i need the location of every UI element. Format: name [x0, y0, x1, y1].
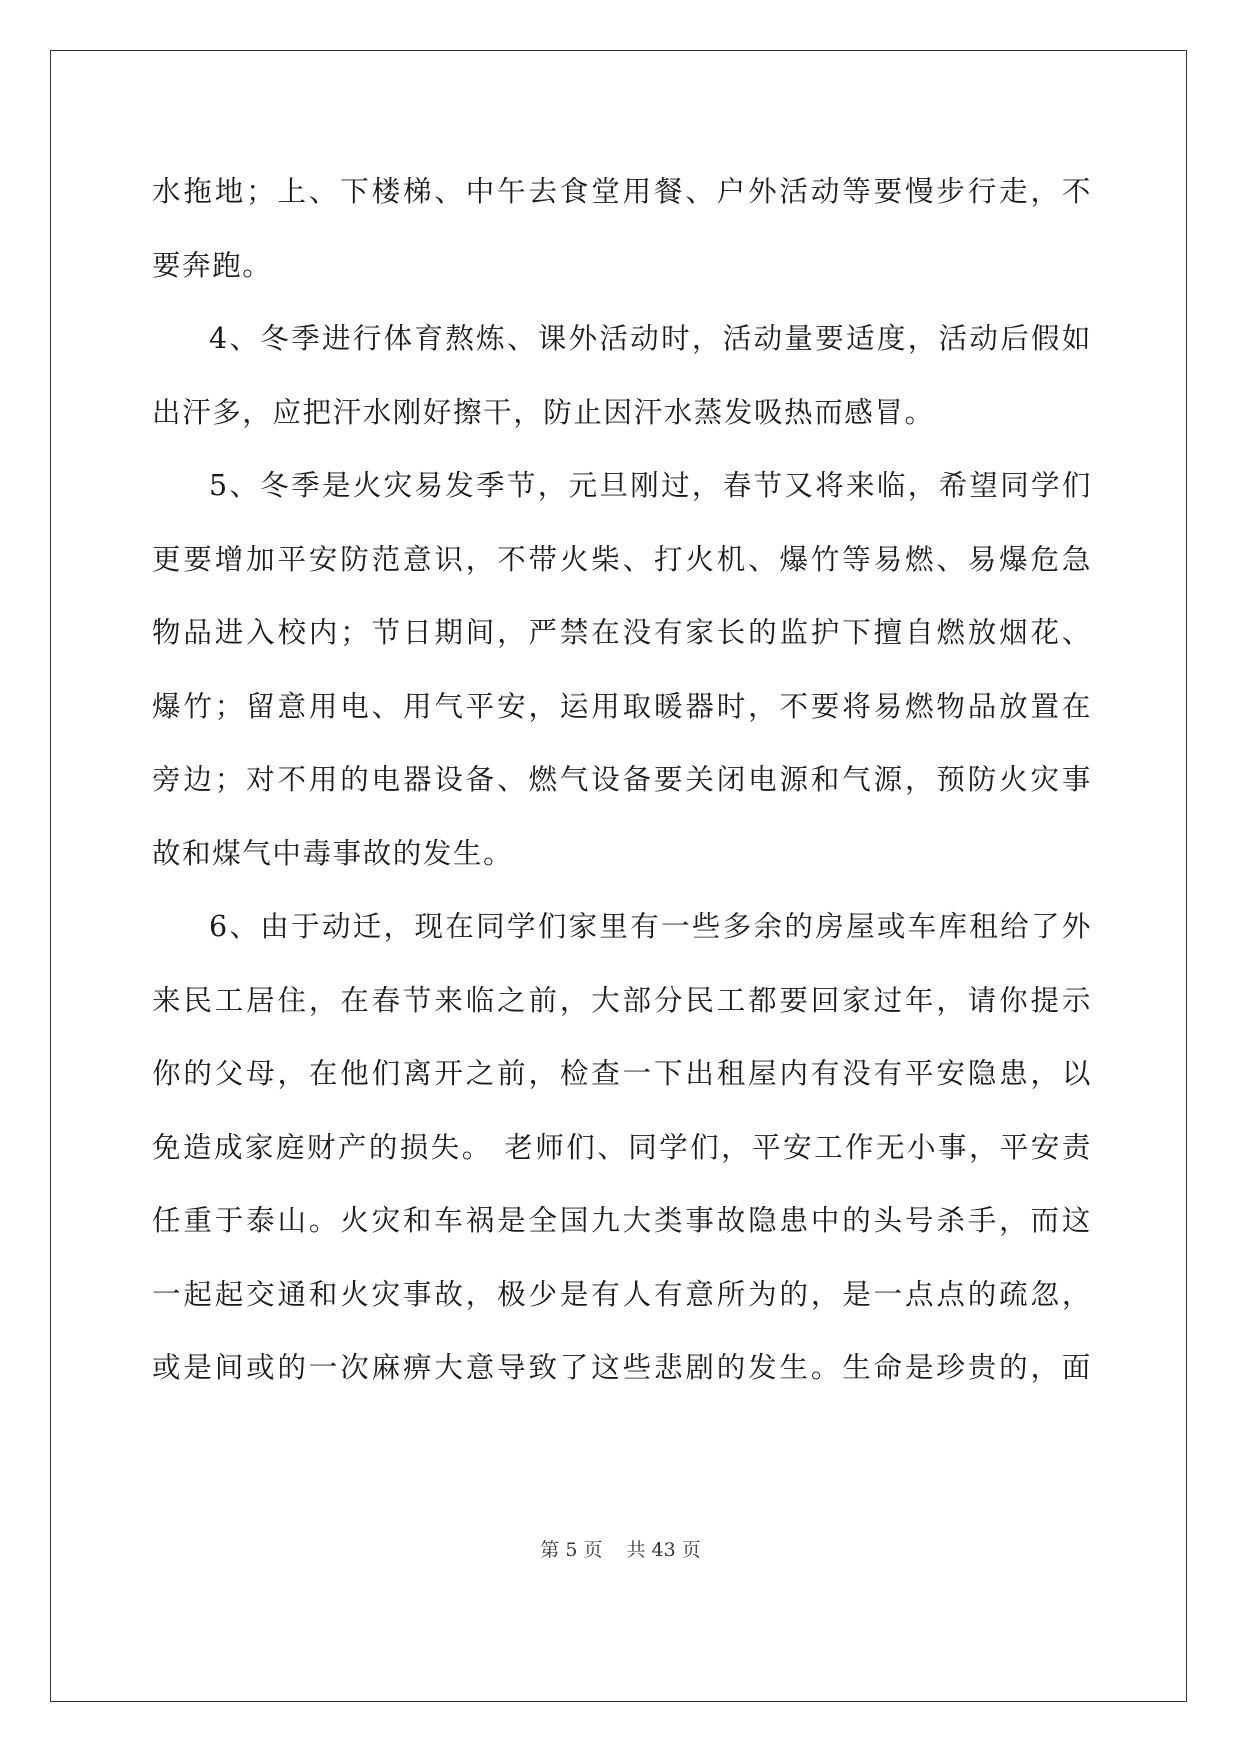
- text-line: 物品进入校内；节日期间，严禁在没有家长的监护下擅自燃放烟花、: [152, 616, 1092, 649]
- page-number: 第 5 页: [540, 1539, 603, 1561]
- text-line: 你的父母，在他们离开之前，检查一下出租屋内有没有平安隐患，以: [152, 1057, 1092, 1090]
- document-body: [152, 162, 1092, 1412]
- text-line: 更要增加平安防范意识，不带火柴、打火机、爆竹等易燃、易爆危急: [152, 542, 1092, 576]
- text-line: 来民工居住，在春节来临之前，大部分民工都要回家过年，请你提示: [152, 983, 1092, 1017]
- text-line: 5、冬季是火灾易发季节，元旦刚过，春节又将来临，希望同学们: [209, 469, 1092, 502]
- text-line: 爆竹；留意用电、用气平安，运用取暖器时，不要将易燃物品放置在: [152, 689, 1092, 723]
- page-total: 共 43 页: [626, 1539, 701, 1561]
- text-line: 4、冬季进行体育熬炼、课外活动时，活动量要适度，活动后假如: [209, 322, 1092, 355]
- text-line: 免造成家庭财产的损失。 老师们、同学们，平安工作无小事，平安责: [152, 1130, 1092, 1164]
- text-line: 6、由于动迁，现在同学们家里有一些多余的房屋或车库租给了外: [209, 910, 1092, 943]
- text-line: 旁边；对不用的电器设备、燃气设备要关闭电源和气源，预防火灾事: [152, 763, 1092, 796]
- page-footer: [0, 1538, 1241, 1562]
- text-line: 任重于泰山。火灾和车祸是全国九大类事故隐患中的头号杀手，而这: [152, 1204, 1092, 1237]
- text-line: 出汗多，应把汗水刚好擦干，防止因汗水蒸发吸热而感冒。: [152, 395, 935, 429]
- text-line: 水拖地；上、下楼梯、中午去食堂用餐、户外活动等要慢步行走，不: [152, 175, 1092, 208]
- text-line: 故和煤气中毒事故的发生。: [152, 836, 514, 870]
- text-line: 一起起交通和火灾事故，极少是有人有意所为的，是一点点的疏忽，: [152, 1277, 1092, 1311]
- text-line: 要奔跑。: [152, 248, 273, 282]
- text-line: 或是间或的一次麻痹大意导致了这些悲剧的发生。生命是珍贵的，面: [152, 1351, 1092, 1384]
